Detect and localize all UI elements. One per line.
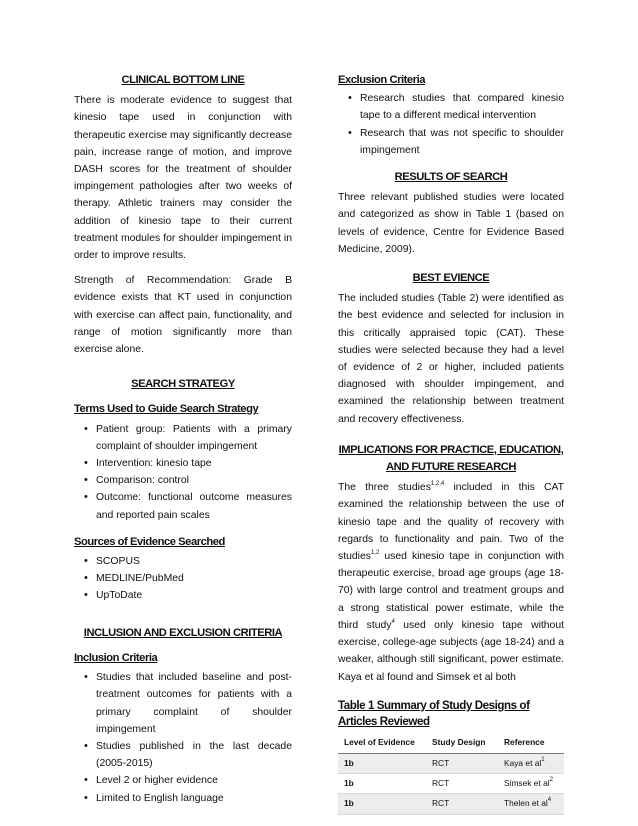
list-item: • Level 2 or higher evidence bbox=[96, 772, 292, 789]
table-cell: RCT bbox=[426, 774, 498, 794]
inclusion-list bbox=[74, 669, 292, 807]
exclusion-list bbox=[338, 90, 564, 159]
impl-text-c: used kinesio tape in conjunction with therapeutic exercise, broad age groups (age 18-70) with large control and treatment groups and a strong statistical power estimate, while the third study bbox=[338, 551, 564, 631]
table-row bbox=[338, 794, 564, 814]
table-cell: 1b bbox=[338, 753, 426, 773]
citation-superscript: 4 bbox=[547, 797, 552, 804]
exclusion-heading: Exclusion Criteria bbox=[338, 74, 426, 86]
table-header-cell: Study Design bbox=[426, 732, 498, 754]
citation-superscript: 1,2 bbox=[370, 550, 380, 557]
table-cell bbox=[498, 794, 564, 814]
table-cell: 1b bbox=[338, 794, 426, 814]
results-heading: RESULTS OF SEARCH bbox=[394, 171, 508, 184]
search-strategy-heading: SEARCH STRATEGY bbox=[131, 378, 235, 391]
reference-text: Kaya et al bbox=[504, 757, 542, 768]
table-cell: RCT bbox=[426, 794, 498, 814]
citation-superscript: 4 bbox=[391, 618, 395, 625]
sources-list bbox=[74, 553, 292, 605]
inclusion-exclusion-heading: INCLUSION AND EXCLUSION CRITERIA bbox=[83, 626, 283, 639]
implications-heading: IMPLICATIONS FOR PRACTICE, EDUCATION, AND FUTURE RESEARCH bbox=[338, 443, 564, 474]
clinical-bottom-line-heading: CLINICAL BOTTOM LINE bbox=[121, 74, 245, 86]
table-header-cell: Level of Evidence bbox=[338, 732, 426, 754]
list-item: • Studies that included baseline and post-treatment outcomes for patients with a primary complaint of shoulder impingement bbox=[96, 669, 292, 738]
impl-text-d: used only kinesio tape without exercise, college-age subjects (age 18-24) and a weaker, although still significant, power estimate. Kaya et al found and Simsek et al both bbox=[338, 619, 564, 683]
list-item: • Comparison: control bbox=[96, 472, 292, 489]
table-row bbox=[338, 774, 564, 794]
table-title bbox=[338, 698, 564, 730]
terms-list bbox=[74, 421, 292, 524]
impl-text-a: The three studies bbox=[338, 482, 431, 494]
best-evidence-paragraph: The included studies (Table 2) were identified as the best evidence and selected for inclusion in this critically appraised topic (CAT). These studies were selected because they had a level of evidence of 2 or higher, included patients diagnosed with shoulder impingement, and examined the relationship between treatment and recovery effectiveness. bbox=[338, 293, 564, 425]
list-item: • Patient group: Patients with a primary complaint of shoulder impingement bbox=[96, 421, 292, 455]
list-item: • Limited to English language bbox=[96, 790, 292, 807]
citation-superscript: 1,2,4 bbox=[430, 481, 445, 488]
list-item: • MEDLINE/PubMed bbox=[96, 570, 292, 587]
table-cell: 1b bbox=[338, 774, 426, 794]
citation-superscript: 2 bbox=[549, 777, 553, 784]
list-item: • Studies published in the last decade (2005-2015) bbox=[96, 738, 292, 772]
inclusion-heading: Inclusion Criteria bbox=[74, 651, 158, 664]
table-cell bbox=[498, 774, 564, 794]
list-item: • Intervention: kinesio tape bbox=[96, 455, 292, 472]
impl-text-b: included in this CAT examined the relationship between the use of kinesio tape and the quality of recovery with regards to functionality and pain. Two of the studies bbox=[338, 482, 564, 563]
reference-text: Simsek et al bbox=[504, 778, 550, 789]
list-item: • SCOPUS bbox=[96, 553, 292, 570]
table-header-cell: Reference bbox=[498, 732, 564, 754]
table-cell: RCT bbox=[426, 753, 498, 773]
best-evidence-heading: BEST EVIENCE bbox=[412, 272, 490, 285]
table-title-text: Table 1 Summary of Study Designs of Articles Reviewed bbox=[338, 698, 530, 728]
table-header-row bbox=[338, 732, 564, 754]
list-item: • Outcome: functional outcome measures and reported pain scales bbox=[96, 489, 292, 523]
results-paragraph: Three relevant published studies were located and categorized as show in Table 1 (based on levels of evidence, Centre for Evidence Based Medicine, 2009). bbox=[338, 192, 564, 255]
table-cell bbox=[498, 753, 564, 773]
left-column bbox=[74, 72, 292, 807]
list-item: • Research that was not specific to shoulder impingement bbox=[360, 125, 564, 159]
clinical-bottom-line-paragraph: There is moderate evidence to suggest that kinesio tape used in conjunction with therapeutic exercise may significantly decrease pain, increase range of motion, and improve DASH scores for the treatment of shoulder impingement pathologies after two weeks of therapy. Athletic trainers may consider the addition of kinesio tape to their current treatment modules for shoulder impingement in order to improve results. bbox=[74, 95, 292, 262]
terms-heading: Terms Used to Guide Search Strategy bbox=[74, 403, 259, 416]
reference-text: Thelen et al bbox=[504, 798, 548, 809]
right-column bbox=[338, 72, 564, 815]
citation-superscript: 1 bbox=[541, 756, 545, 763]
strength-of-recommendation-paragraph: Strength of Recommendation: Grade B evidence exists that KT used in conjunction with exercise can affect pain, functionality, and range of motion significantly more than exercise alone. bbox=[74, 275, 292, 356]
sources-heading: Sources of Evidence Searched bbox=[74, 535, 225, 548]
list-item: • Research studies that compared kinesio tape to a different medical intervention bbox=[360, 90, 564, 124]
table-row bbox=[338, 753, 564, 773]
implications-paragraph bbox=[338, 479, 564, 685]
study-design-table bbox=[338, 732, 564, 815]
list-item: • UpToDate bbox=[96, 587, 292, 604]
